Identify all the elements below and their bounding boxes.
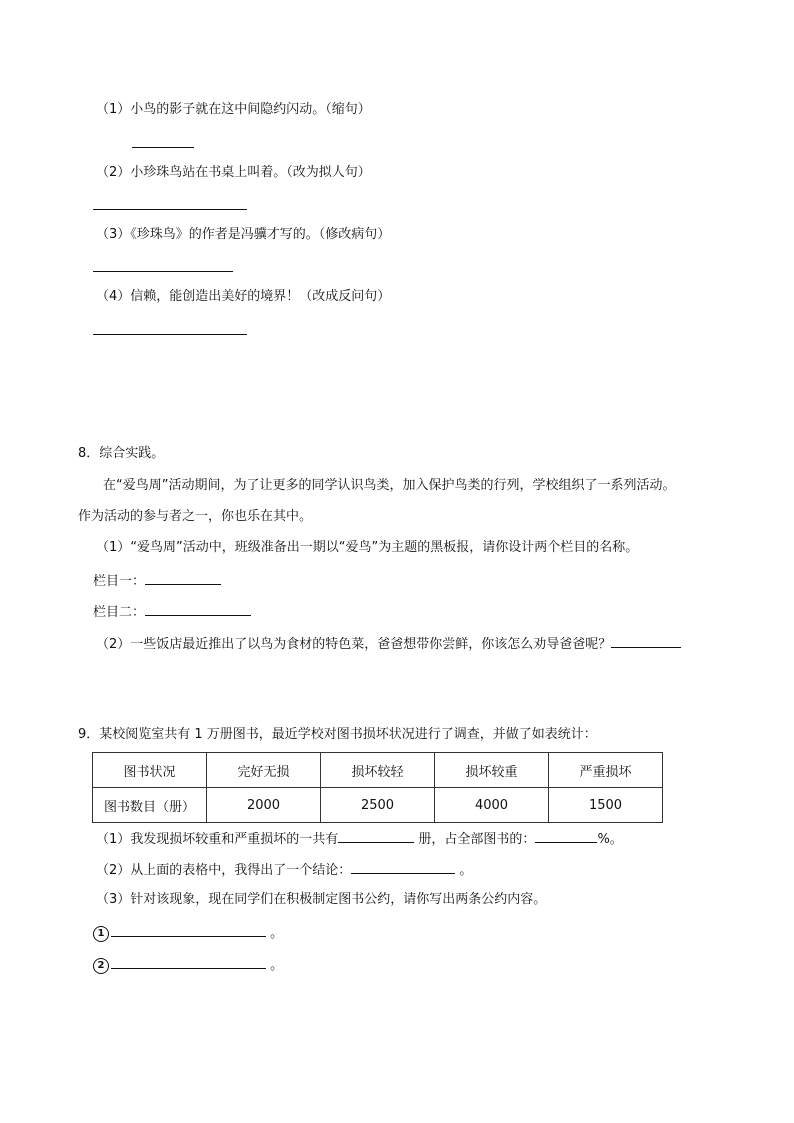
q7-item-4: （4）信赖，能创造出美好的境界！（改成反问句） xyxy=(96,289,391,304)
table-cell: 4000 xyxy=(435,788,549,823)
q9-sub-1-text-a: （1）我发现损坏较重和严重损坏的一共有 xyxy=(96,832,339,847)
q8-sub-question-2-text: （2）一些饭店最近推出了以鸟为食材的特色菜，爸爸想带你尝鲜，你该怎么劝导爸爸呢？ xyxy=(96,637,612,652)
q9-sub-2-blank[interactable] xyxy=(351,859,455,874)
q8-column-2-label: 栏目二： xyxy=(93,605,146,620)
table-header-row xyxy=(93,753,663,788)
q9-pact-1 xyxy=(93,922,283,943)
q9-sub-question-2 xyxy=(96,859,472,880)
q9-sub-1-text-b: 册，占全部图书的： xyxy=(418,832,536,847)
table-header-cell: 严重损坏 xyxy=(549,753,663,788)
table-cell: 2500 xyxy=(321,788,435,823)
q7-answer-line-3[interactable] xyxy=(93,271,233,272)
q8-column-2-blank[interactable] xyxy=(145,601,251,616)
table-row xyxy=(93,788,663,823)
table-header-cell: 损坏较重 xyxy=(435,753,549,788)
q9-sub-1-blank-count[interactable] xyxy=(338,828,414,843)
table-cell: 图书数目（册） xyxy=(93,788,207,823)
q9-pact-2 xyxy=(93,954,283,975)
q8-sub-question-2-blank[interactable] xyxy=(611,633,681,648)
q7-answer-line-4[interactable] xyxy=(93,334,247,335)
q9-sub-question-1 xyxy=(96,828,623,849)
q9-sub-1-text-c: %。 xyxy=(597,832,623,847)
q8-paragraph-1: 在“爱鸟周”活动期间，为了让更多的同学认识鸟类，加入保护鸟类的行列，学校组织了一系列活动。 xyxy=(103,478,676,493)
q8-column-2 xyxy=(93,601,251,622)
circled-number-2-icon: 2 xyxy=(93,958,109,974)
q8-paragraph-2: 作为活动的参与者之一，你也乐在其中。 xyxy=(78,509,313,524)
q8-sub-question-1: （1）“爱鸟周”活动中，班级准备出一期以“爱鸟”为主题的黑板报，请你设计两个栏目的名称。 xyxy=(96,540,639,555)
q8-column-1 xyxy=(93,570,221,591)
book-status-table xyxy=(92,752,663,823)
q9-sub-2-text-b: 。 xyxy=(459,863,473,878)
q8-column-1-label: 栏目一： xyxy=(93,574,146,589)
q7-answer-line-2[interactable] xyxy=(93,209,247,210)
q9-sub-2-text-a: （2）从上面的表格中，我得出了一个结论： xyxy=(96,863,352,878)
q7-item-1: （1）小鸟的影子就在这中间隐约闪动。（缩句） xyxy=(96,102,371,117)
q8-title: 8．综合实践。 xyxy=(78,446,165,461)
q9-pact-1-blank[interactable] xyxy=(111,922,266,937)
q8-column-1-blank[interactable] xyxy=(145,570,221,585)
table-cell: 1500 xyxy=(549,788,663,823)
q7-item-3: （3）《珍珠鸟》的作者是冯骥才写的。（修改病句） xyxy=(96,227,391,242)
table-header-cell: 完好无损 xyxy=(207,753,321,788)
q9-sub-question-3: （3）针对该现象，现在同学们在积极制定图书公约，请你写出两条公约内容。 xyxy=(96,892,547,907)
q7-answer-line-1[interactable] xyxy=(132,147,194,148)
circled-number-1-icon: 1 xyxy=(93,926,109,942)
table-header-cell: 图书状况 xyxy=(93,753,207,788)
q7-item-2: （2）小珍珠鸟站在书桌上叫着。（改为拟人句） xyxy=(96,165,371,180)
q9-sub-1-blank-percent[interactable] xyxy=(535,828,597,843)
q9-title: 9．某校阅览室共有 1 万册图书，最近学校对图书损坏状况进行了调查，并做了如表统计： xyxy=(78,727,597,742)
q8-sub-question-2 xyxy=(96,633,681,654)
q9-pact-1-end: 。 xyxy=(270,926,284,941)
q9-pact-2-end: 。 xyxy=(270,958,284,973)
q9-pact-2-blank[interactable] xyxy=(111,954,266,969)
table-header-cell: 损坏较轻 xyxy=(321,753,435,788)
table-cell: 2000 xyxy=(207,788,321,823)
